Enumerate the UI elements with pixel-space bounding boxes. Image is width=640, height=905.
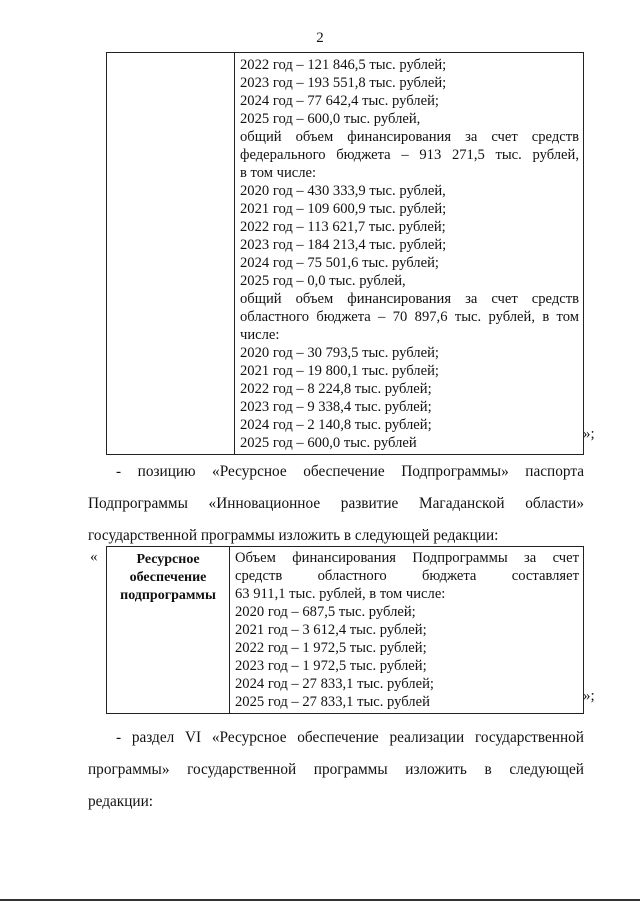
paragraph-line: Подпрограммы «Инновационное развитие Магаданской области» — [88, 495, 584, 512]
paragraph-line: - раздел VI «Ресурсное обеспечение реализации государственной — [116, 729, 584, 746]
regional-header-line: общий объем финансирования за счет средств — [240, 291, 579, 307]
page-number: 2 — [316, 30, 324, 46]
label-line: подпрограммы — [120, 588, 216, 603]
opening-quote: « — [90, 549, 98, 565]
paragraph-line: программы» государственной программы изложить в следующей — [88, 761, 584, 778]
year-line: 2023 год – 193 551,8 тыс. рублей; — [240, 75, 447, 91]
table-value-cell — [235, 53, 584, 455]
closing-quote-1: »; — [583, 426, 595, 442]
regional-header-line: числе: — [240, 327, 280, 343]
table-label-cell-empty — [107, 53, 235, 455]
federal-header-line: федерального бюджета – 913 271,5 тыс. рублей, — [240, 147, 579, 163]
federal-year-line: 2023 год – 184 213,4 тыс. рублей; — [240, 237, 447, 253]
federal-header-line: общий объем финансирования за счет средств — [240, 129, 579, 145]
resource-value-cell — [230, 547, 584, 714]
value-year-line: 2022 год – 1 972,5 тыс. рублей; — [235, 640, 427, 656]
value-header-line: Объем финансирования Подпрограммы за счет — [235, 550, 579, 566]
closing-quote-2: »; — [583, 688, 595, 704]
federal-header-line: в том числе: — [240, 165, 317, 181]
value-header-line: средств областного бюджета составляет — [235, 568, 579, 584]
regional-year-line: 2024 год – 2 140,8 тыс. рублей; — [240, 417, 432, 433]
regional-year-line: 2021 год – 19 800,1 тыс. рублей; — [240, 363, 439, 379]
value-year-line: 2025 год – 27 833,1 тыс. рублей — [235, 694, 430, 710]
label-line: Ресурсное — [136, 552, 200, 567]
value-year-line: 2023 год – 1 972,5 тыс. рублей; — [235, 658, 427, 674]
regional-year-line: 2023 год – 9 338,4 тыс. рублей; — [240, 399, 432, 415]
federal-year-line: 2024 год – 75 501,6 тыс. рублей; — [240, 255, 439, 271]
federal-year-line: 2022 год – 113 621,7 тыс. рублей; — [240, 219, 446, 235]
regional-year-line: 2022 год – 8 224,8 тыс. рублей; — [240, 381, 432, 397]
regional-year-line: 2025 год – 600,0 тыс. рублей — [240, 435, 417, 451]
resource-label-cell — [107, 547, 230, 714]
resource-provision-table — [106, 546, 584, 714]
funding-table-continued — [106, 52, 584, 455]
year-line: 2025 год – 600,0 тыс. рублей, — [240, 111, 421, 127]
year-line: 2022 год – 121 846,5 тыс. рублей; — [240, 57, 447, 73]
federal-year-line: 2020 год – 430 333,9 тыс. рублей, — [240, 183, 446, 199]
label-line: обеспечение — [129, 570, 207, 585]
bottom-edge-rule — [0, 899, 640, 901]
regional-year-line: 2020 год – 30 793,5 тыс. рублей; — [240, 345, 439, 361]
paragraph-section-vi — [88, 722, 584, 818]
year-line: 2024 год – 77 642,4 тыс. рублей; — [240, 93, 439, 109]
value-year-line: 2024 год – 27 833,1 тыс. рублей; — [235, 676, 434, 692]
value-year-line: 2020 год – 687,5 тыс. рублей; — [235, 604, 416, 620]
paragraph-line: редакции: — [88, 793, 154, 810]
paragraph-resource-position — [88, 456, 584, 552]
regional-header-line: областного бюджета – 70 897,6 тыс. рублей, в том — [240, 309, 579, 325]
paragraph-line: государственной программы изложить в следующей редакции: — [88, 527, 499, 544]
federal-year-line: 2025 год – 0,0 тыс. рублей, — [240, 273, 406, 289]
federal-year-line: 2021 год – 109 600,9 тыс. рублей; — [240, 201, 447, 217]
value-year-line: 2021 год – 3 612,4 тыс. рублей; — [235, 622, 427, 638]
value-header-line: 63 911,1 тыс. рублей, в том числе: — [235, 586, 446, 602]
paragraph-line: - позицию «Ресурсное обеспечение Подпрограммы» паспорта — [116, 463, 584, 480]
